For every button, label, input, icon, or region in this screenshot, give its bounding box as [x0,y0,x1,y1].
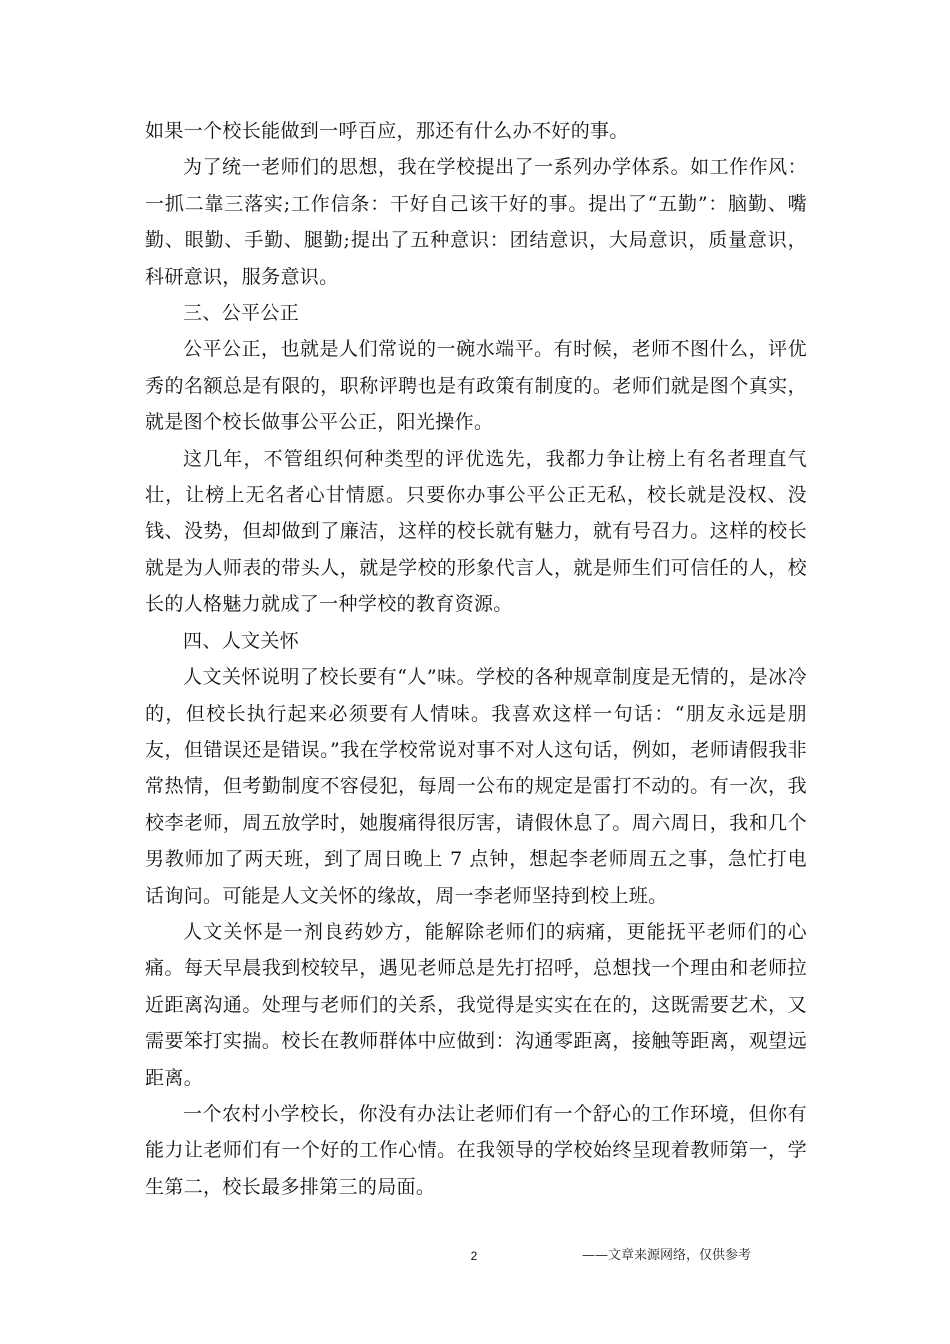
footer-source-note: ——文章来源网络，仅供参考 [582,1248,752,1263]
paragraph: 一个农村小学校长，你没有办法让老师们有一个舒心的工作环境，但你有能力让老师们有一个好的工作心情。在我领导的学校始终呈现着教师第一，学生第二，校长最多排第三的局面。 [145,1102,807,1198]
paragraph: 公平公正，也就是人们常说的一碗水端平。有时候，老师不图什么，评优秀的名额总是有限的，职称评聘也是有政策有制度的。老师们就是图个真实，就是图个校长做事公平公正，阳光操作。 [145,338,807,434]
paragraph: 这几年，不管组织何种类型的评优选先，我都力争让榜上有名者理直气壮，让榜上无名者心甘情愿。只要你办事公平公正无私，校长就是没权、没钱、没势，但却做到了廉洁，这样的校长就有魅力，就有号召力。这样的校长就是为人师表的带头人，就是学校的形象代言人，就是师生们可信任的人，校长的人格魅力就成了一种学校的教育资源。 [145,447,807,616]
section-heading: 四、人文关怀 [183,629,300,652]
paragraph: 人文关怀说明了校长要有“人”味。学校的各种规章制度是无情的，是冰冷的，但校长执行起来必须要有人情味。我喜欢这样一句话：“朋友永远是朋友，但错误还是错误。”我在学校常说对事不对人这句话，例如，老师请假我非常热情，但考勤制度不容侵犯，每周一公布的规定是雷打不动的。有一次，我校李老师，周五放学时，她腹痛得很厉害，请假休息了。周六周日，我和几个男教师加了两天班，到了周日晚上 7 点钟，想起李老师周五之事，急忙打电话询问。可能是人文关怀的缘故，周一李老师坚持到校上班。 [145,666,807,907]
paragraph: 人文关怀是一剂良药妙方，能解除老师们的病痛，更能抚平老师们的心痛。每天早晨我到校较早，遇见老师总是先打招呼，总想找一个理由和老师拉近距离沟通。处理与老师们的关系，我觉得是实实在在的，这既需要艺术，又需要笨打实揣。校长在教师群体中应做到：沟通零距离，接触等距离，观望远距离。 [145,920,807,1089]
page-number: 2 [470,1249,478,1263]
section-heading: 三、公平公正 [183,302,300,325]
paragraph: 为了统一老师们的思想，我在学校提出了一系列办学体系。如工作作风：一抓二靠三落实;工作信条：干好自己该干好的事。提出了“五勤”：脑勤、嘴勤、眼勤、手勤、腿勤;提出了五种意识：团结意识，大局意识，质量意识，科研意识，服务意识。 [145,156,807,288]
document-body [145,113,807,1205]
paragraph: 如果一个校长能做到一呼百应，那还有什么办不好的事。 [145,120,629,142]
